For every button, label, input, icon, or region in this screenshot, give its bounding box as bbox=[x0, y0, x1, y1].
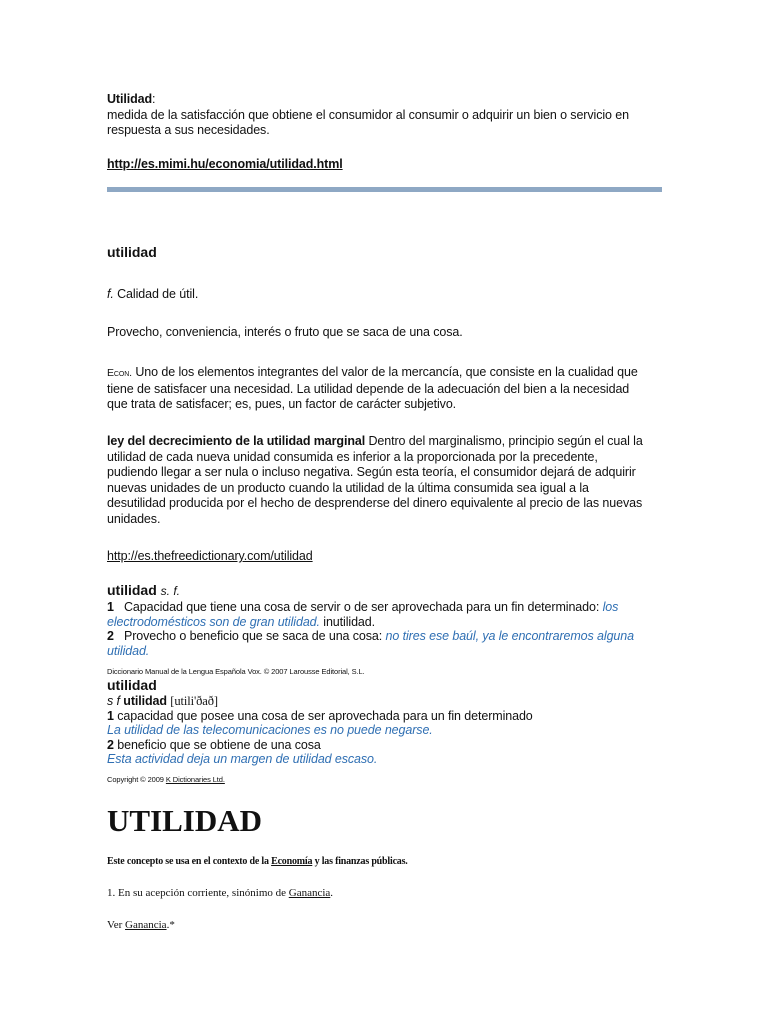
source-note-vox: Diccionario Manual de la Lengua Española Vox. © 2007 Larousse Editorial, S.L. bbox=[107, 667, 365, 676]
definition-block-mimi bbox=[107, 92, 629, 139]
link-ganancia-see[interactable]: Ganancia bbox=[125, 919, 167, 931]
copyright-note bbox=[107, 775, 225, 784]
entry-vox bbox=[107, 582, 180, 598]
example: La utilidad de las telecomunicaciones es no puede negarse. bbox=[107, 723, 433, 737]
definition-econ bbox=[107, 365, 638, 413]
domain-label: Econ. bbox=[107, 367, 132, 379]
link-ganancia[interactable]: Ganancia bbox=[288, 887, 331, 899]
sense-number: 2 bbox=[107, 629, 114, 643]
example: electrodomésticos son de gran utilidad. bbox=[107, 614, 320, 629]
definition-calidad bbox=[107, 287, 198, 303]
grammar-abbr: f. bbox=[107, 287, 114, 301]
sense-text: Provecho o beneficio que se saca de una cosa: bbox=[123, 629, 383, 643]
sense-number: 2 bbox=[107, 737, 114, 752]
definition-text: Calidad de útil. bbox=[117, 287, 199, 301]
context-text: y las finanzas públicas. bbox=[314, 856, 408, 867]
definition-line: pudiendo llegar a ser nula o incluso negativa. Según esta teoría, el consumidor dejará de adquirir bbox=[107, 465, 636, 479]
see-also bbox=[107, 919, 175, 931]
part-of-speech: s. f. bbox=[160, 584, 181, 598]
definition-line: utilidad de cada nueva unidad consumida es inferior a la proporcionada por la precedente, bbox=[107, 449, 598, 464]
definition-line: Dentro del marginalismo, principio según el cual la bbox=[368, 434, 643, 448]
definition-line: respuesta a sus necesidades. bbox=[107, 123, 270, 137]
definition-line: medida de la satisfacción que obtiene el consumidor al consumir o adquirir un bien o servicio en bbox=[107, 107, 629, 122]
colon: : bbox=[152, 92, 156, 106]
context-text: Este concepto se usa en el contexto de la bbox=[107, 856, 269, 867]
see-label: Ver bbox=[107, 919, 123, 931]
definition-line: desutilidad producida por el hecho de desprenderse del dinero equivalente al precio de las nuevas bbox=[107, 496, 643, 510]
sense-text: beneficio que se obtiene de una cosa bbox=[117, 737, 321, 752]
definition-line: nuevas unidades de un producto cuando la utilidad de la última consumida sea igual a la bbox=[107, 480, 589, 495]
punctuation: . bbox=[330, 887, 334, 899]
part-of-speech: s f bbox=[107, 694, 120, 708]
sense-text: Capacidad que tiene una cosa de servir o de ser aprovechada para un fin determinado: bbox=[123, 600, 600, 614]
sense-number: 1 bbox=[107, 708, 114, 723]
copyright-text: Copyright © 2009 bbox=[107, 775, 164, 784]
headword: utilidad bbox=[107, 582, 157, 598]
example: utilidad. bbox=[107, 643, 150, 658]
definition-provecho: Provecho, conveniencia, interés o fruto que se saca de una cosa. bbox=[107, 325, 463, 339]
acepcion-1 bbox=[107, 887, 333, 899]
pronunciation: [utili'ðað] bbox=[170, 694, 218, 708]
context-line bbox=[107, 856, 408, 867]
senses-vox bbox=[107, 600, 667, 658]
law-term: ley del decrecimiento de la utilidad marginal bbox=[107, 434, 366, 448]
link-economia[interactable]: Economía bbox=[271, 856, 313, 867]
entry-kdict bbox=[107, 694, 533, 767]
definition-line: tiene de satisfacer una necesidad. La utilidad depende de la adecuación del bien a la necesidad bbox=[107, 381, 630, 396]
sense-text: capacidad que posee una cosa de ser aprovechada para un fin determinado bbox=[117, 708, 533, 723]
definition-line: que trata de satisfacer; es, pues, un factor de carácter subjetivo. bbox=[107, 397, 457, 411]
source-link-mimi[interactable]: http://es.mimi.hu/economia/utilidad.html bbox=[107, 157, 343, 171]
headword-kdict: utilidad bbox=[107, 677, 157, 693]
title-utilidad: UTILIDAD bbox=[107, 803, 263, 838]
antonym: inutilidad. bbox=[323, 614, 375, 629]
definition-line: Uno de los elementos integrantes del valor de la mercancía, que consiste en la cualidad que bbox=[135, 365, 638, 379]
copyright-link[interactable]: K Dictionaries Ltd. bbox=[165, 775, 225, 784]
heading-utilidad: utilidad bbox=[107, 244, 157, 260]
horizontal-divider bbox=[107, 187, 662, 192]
example: no tires ese baúl, ya le encontraremos alguna bbox=[385, 629, 634, 643]
definition-line: unidades. bbox=[107, 511, 161, 526]
definition-ley-marginal bbox=[107, 434, 662, 527]
word: utilidad bbox=[123, 694, 167, 708]
punctuation: .* bbox=[166, 919, 175, 931]
acepcion-text: 1. En su acepción corriente, sinónimo de bbox=[107, 887, 287, 899]
source-link-freedictionary[interactable]: http://es.thefreedictionary.com/utilidad bbox=[107, 549, 313, 563]
example: los bbox=[602, 600, 619, 614]
term-utilidad: Utilidad bbox=[107, 92, 153, 106]
sense-number: 1 bbox=[107, 600, 114, 614]
example: Esta actividad deja un margen de utilidad escaso. bbox=[107, 752, 378, 766]
